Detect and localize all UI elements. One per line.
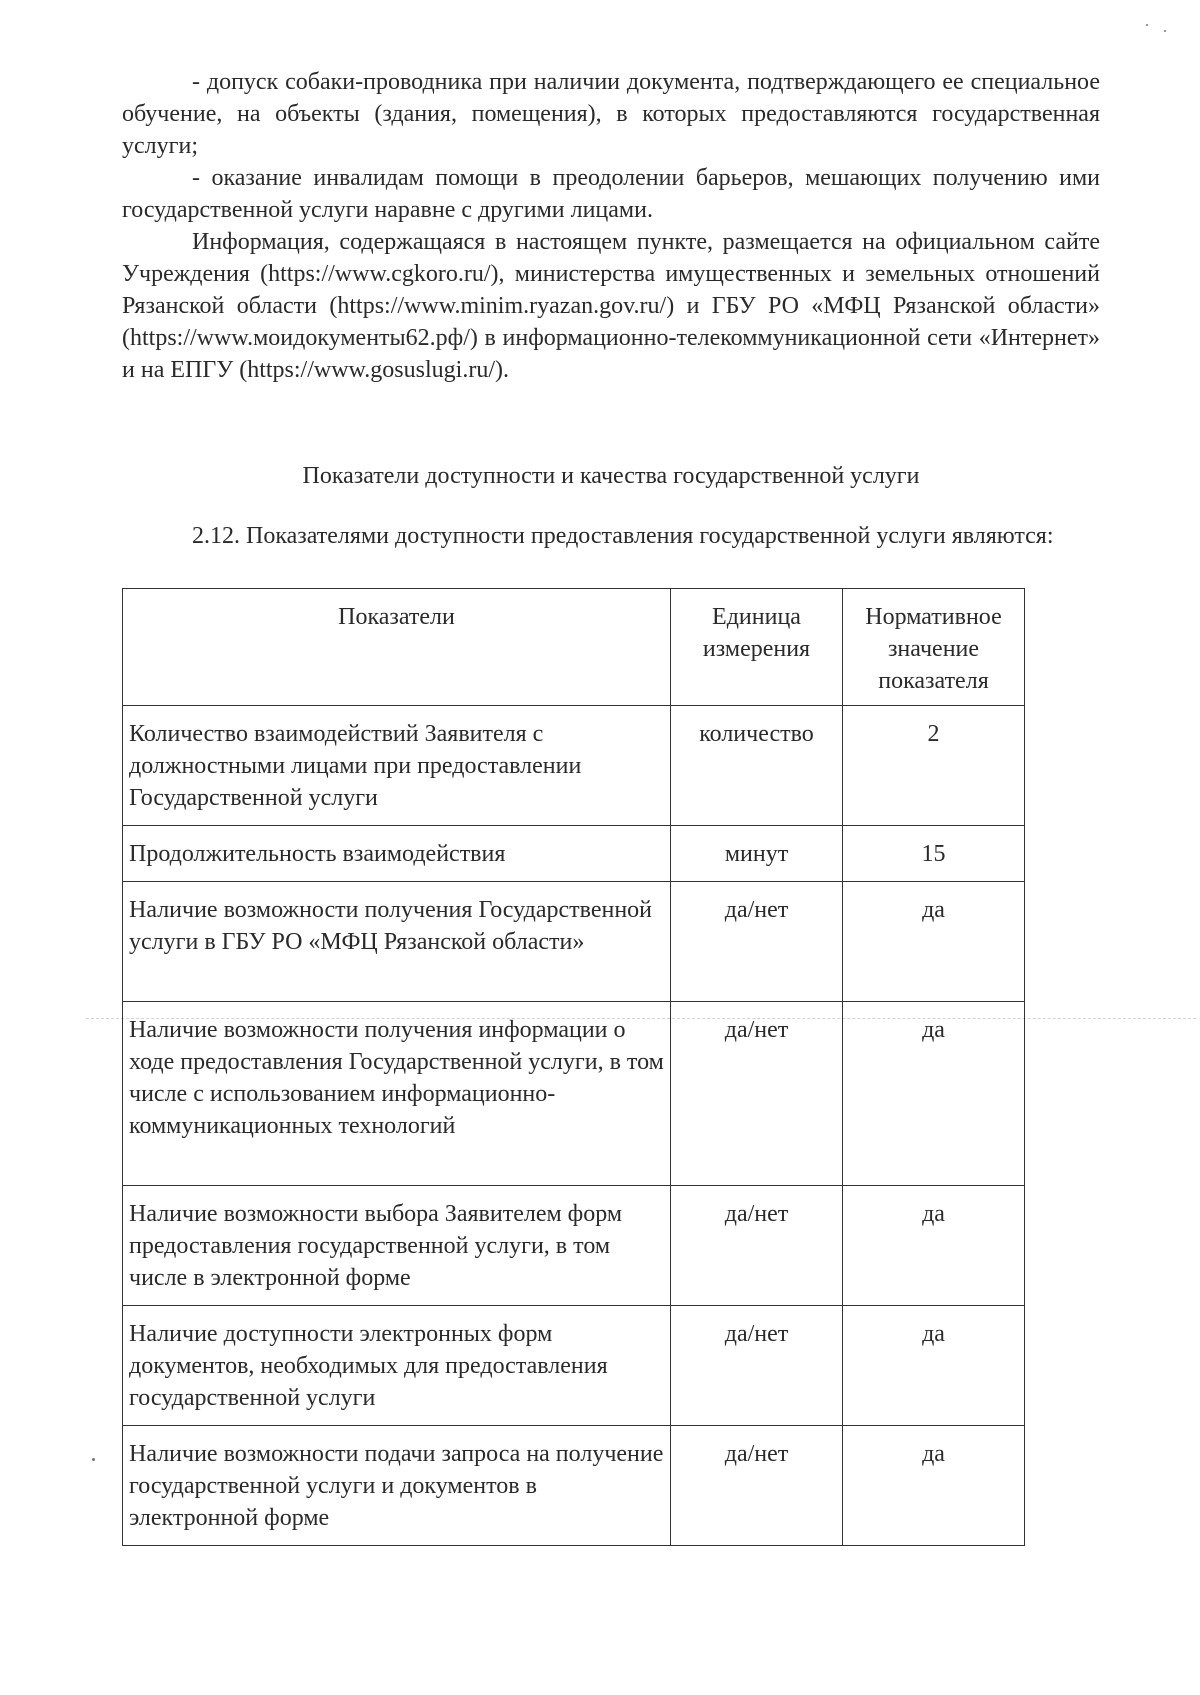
- row-unit: количество: [671, 706, 843, 826]
- row-indicator: Наличие возможности получения Государственной услуги в ГБУ РО «МФЦ Рязанской области»: [123, 882, 671, 1002]
- row-indicator: Количество взаимодействий Заявителя с должностными лицами при предоставлении Государственной услуги: [123, 706, 671, 826]
- row-value: да: [843, 1306, 1025, 1426]
- table-row: [123, 826, 1025, 882]
- table-header-row: [123, 589, 1025, 706]
- row-unit: минут: [671, 826, 843, 882]
- paragraph-assistance: - оказание инвалидам помощи в преодолении барьеров, мешающих получению ими государственной услуги наравне с другими лицами.: [122, 165, 1100, 223]
- row-indicator: Продолжительность взаимодействия: [123, 826, 671, 882]
- section-heading: Показатели доступности и качества государственной услуги: [302, 463, 920, 489]
- paragraph-information: Информация, содержащаяся в настоящем пункте, размещается на официальном сайте Учреждения (https://www.cgkoro.ru/), министерства имущественных и земельных отношений Рязанской области (https://www.minim.ryazan.gov.ru/) и ГБУ РО «МФЦ Рязанской области» (https://www.моидокументы62.рф/) в информационно-телекоммуникационной сети «Интернет» и на ЕПГУ (https://www.gosuslugi.ru/).: [122, 229, 1100, 383]
- body-text: [122, 66, 1100, 386]
- paragraph-guide-dog: - допуск собаки-проводника при наличии документа, подтверждающего ее специальное обучение, на объекты (здания, помещения), в которых предоставляются государственная услуги;: [122, 69, 1100, 159]
- table-row: [123, 706, 1025, 826]
- row-value: да: [843, 1002, 1025, 1186]
- table-row: [123, 1306, 1025, 1426]
- row-unit: да/нет: [671, 1306, 843, 1426]
- scan-speck: [92, 1458, 95, 1461]
- row-value: да: [843, 1426, 1025, 1546]
- header-indicator: Показатели: [123, 589, 671, 706]
- header-value: Нормативное значение показателя: [843, 589, 1025, 706]
- row-value: да: [843, 882, 1025, 1002]
- row-indicator: Наличие возможности подачи запроса на получение государственной услуги и документов в электронной форме: [123, 1426, 671, 1546]
- row-value: 15: [843, 826, 1025, 882]
- section-intro: [122, 520, 1100, 552]
- row-unit: да/нет: [671, 1002, 843, 1186]
- row-unit: да/нет: [671, 1186, 843, 1306]
- row-unit: да/нет: [671, 882, 843, 1002]
- scan-mark: [1146, 24, 1168, 34]
- row-indicator: Наличие возможности выбора Заявителем форм предоставления государственной услуги, в том числе в электронной форме: [123, 1186, 671, 1306]
- table-row: [123, 882, 1025, 1002]
- row-indicator: Наличие доступности электронных форм документов, необходимых для предоставления государственной услуги: [123, 1306, 671, 1426]
- table-row: [123, 1186, 1025, 1306]
- header-unit: Единица измерения: [671, 589, 843, 706]
- row-value: 2: [843, 706, 1025, 826]
- table-row: [123, 1426, 1025, 1546]
- table-row: [123, 1002, 1025, 1186]
- row-value: да: [843, 1186, 1025, 1306]
- section-intro-text: 2.12. Показателями доступности предоставления государственной услуги являются:: [192, 523, 1054, 549]
- row-indicator: Наличие возможности получения информации о ходе предоставления Государственной услуги, в том числе с использованием информационно-коммуникационных технологий: [123, 1002, 671, 1186]
- indicators-table: [122, 588, 1025, 1546]
- row-unit: да/нет: [671, 1426, 843, 1546]
